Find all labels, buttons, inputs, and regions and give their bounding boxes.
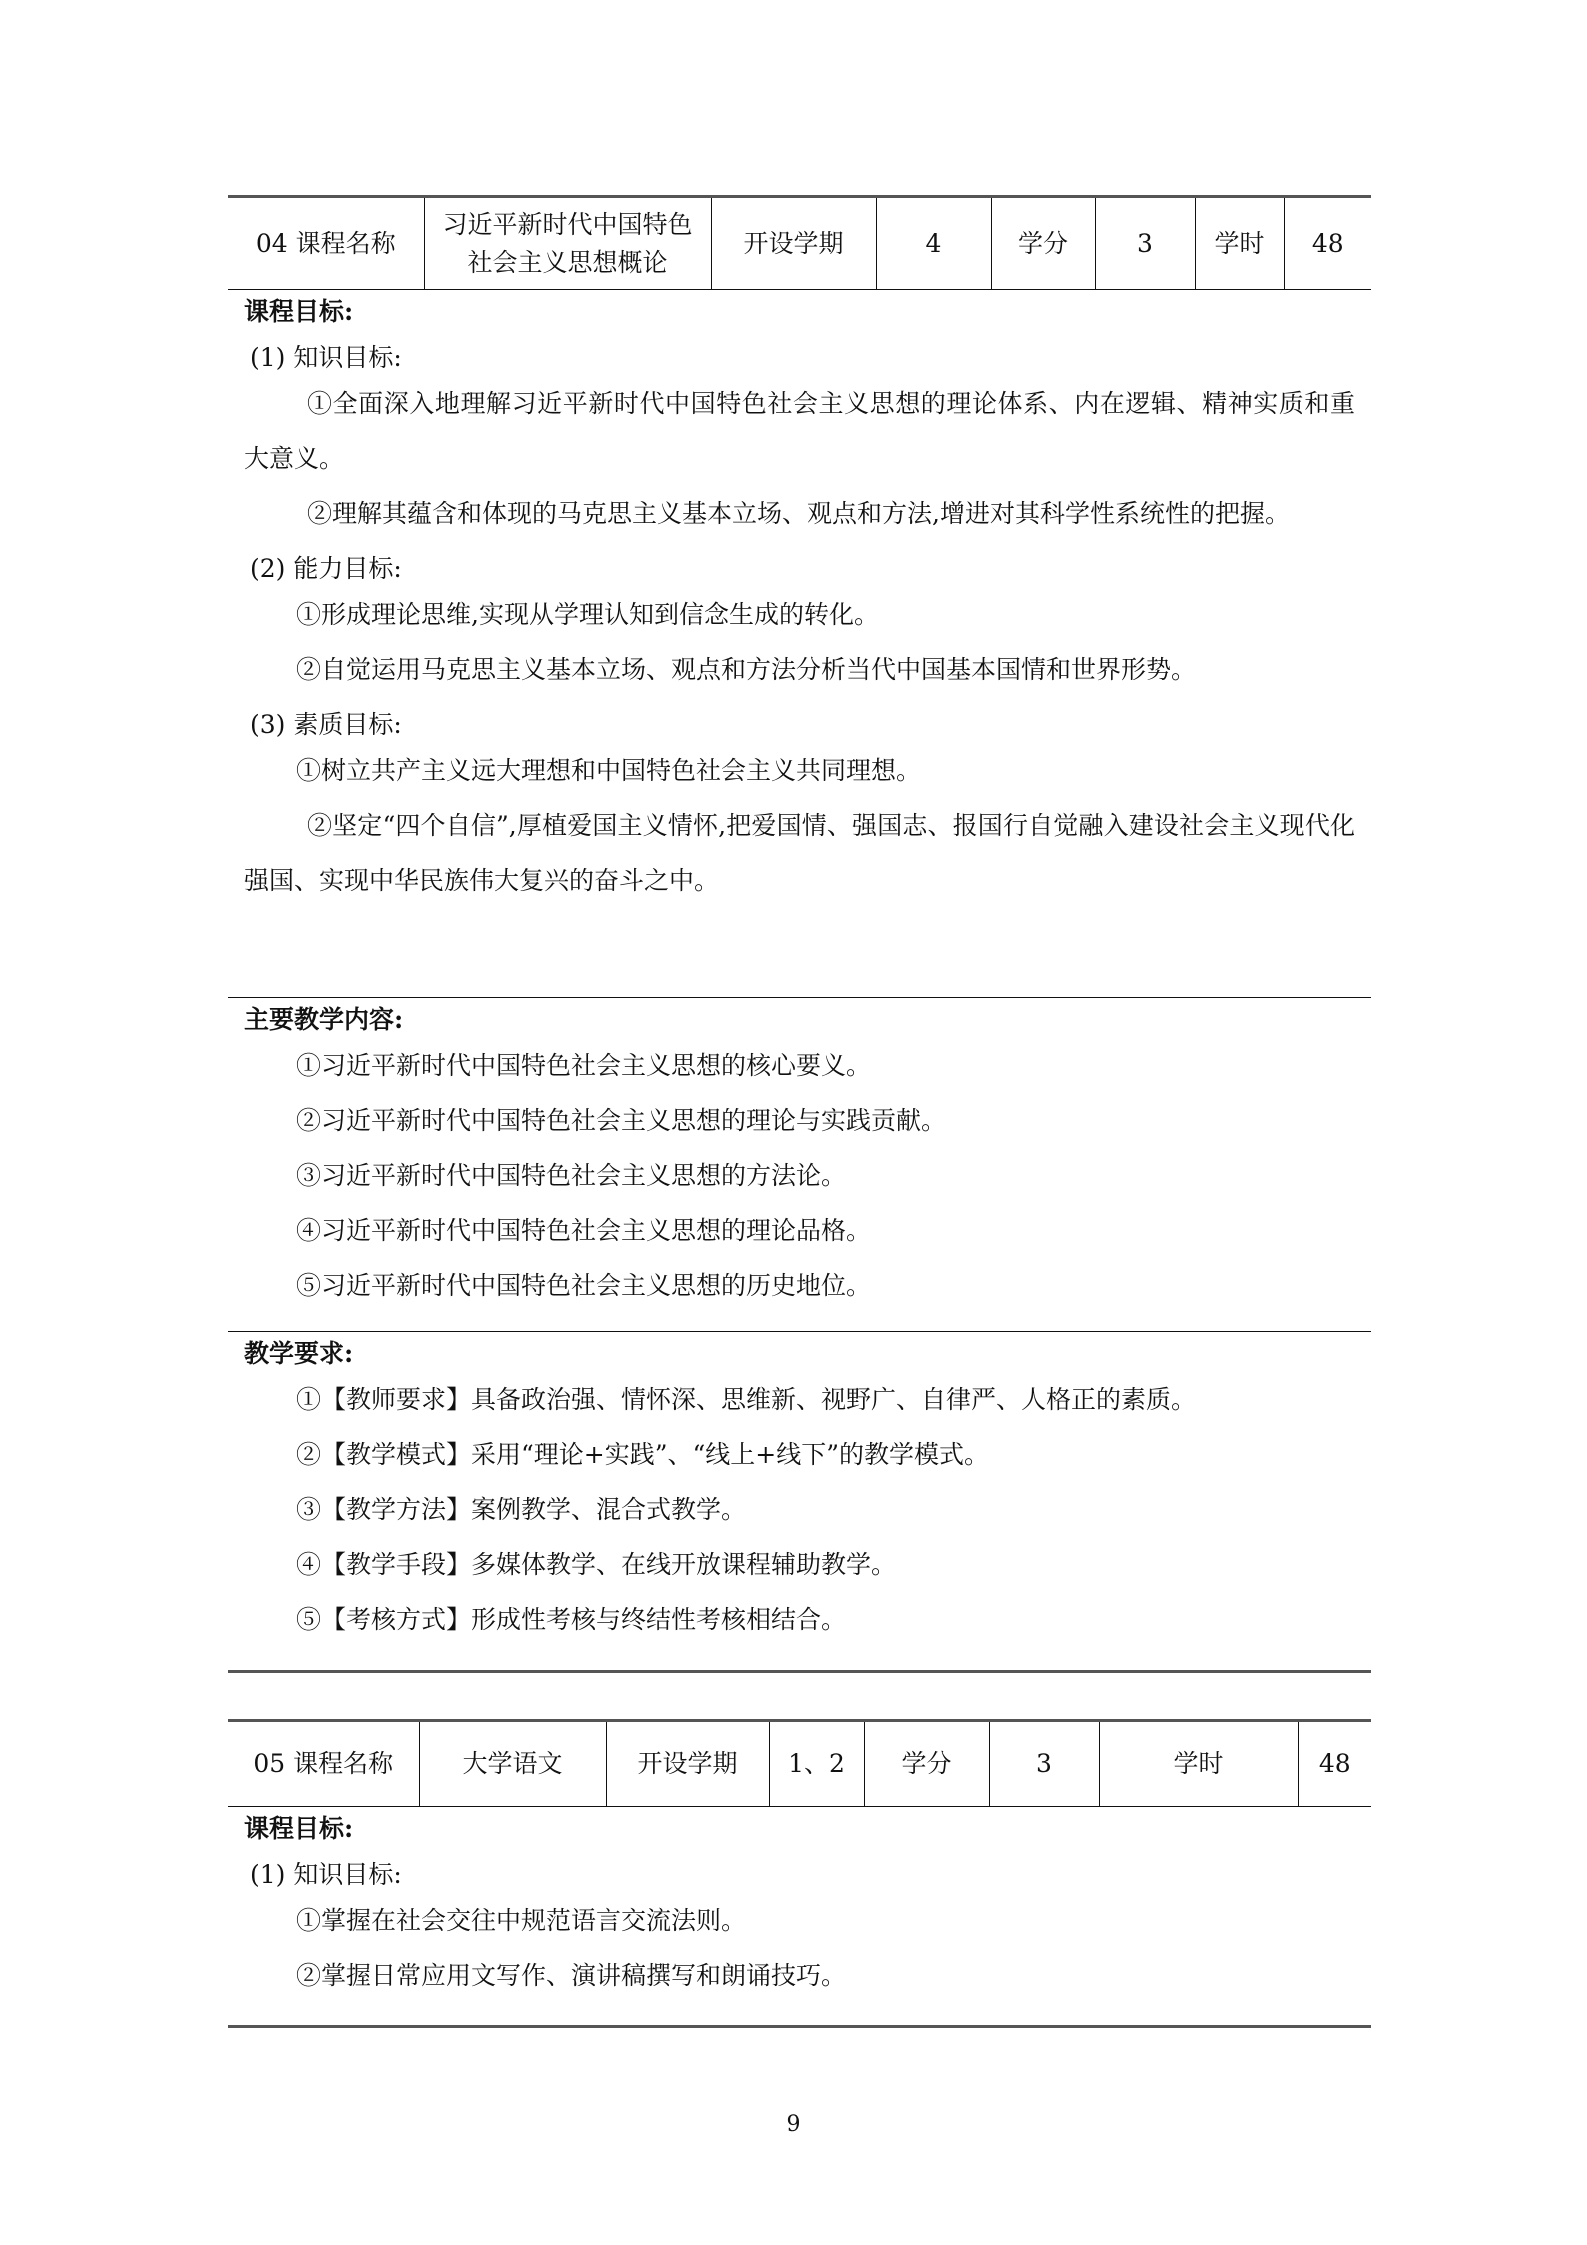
objectives-heading: 课程目标:: [244, 297, 354, 326]
hours-label: 学时: [1195, 197, 1284, 290]
course-name-value: 习近平新时代中国特色社会主义思想概论: [424, 197, 711, 290]
course-objectives-section: [228, 1807, 1371, 2028]
hours-value: 48: [1284, 197, 1371, 290]
course-objectives-section: [228, 290, 1371, 998]
course-05-header-table: [228, 1719, 1371, 1807]
knowledge-goal-heading: (1) 知识目标:: [250, 1860, 402, 1889]
credit-label: 学分: [864, 1721, 989, 1807]
teaching-content-item: ③习近平新时代中国特色社会主义思想的方法论。: [296, 1161, 847, 1190]
quality-goal-heading: (3) 素质目标:: [250, 710, 402, 739]
hours-value: 48: [1298, 1721, 1371, 1807]
hours-label: 学时: [1099, 1721, 1298, 1807]
teaching-requirement-item: ①【教师要求】具备政治强、情怀深、思维新、视野广、自律严、人格正的素质。: [296, 1385, 1197, 1414]
page-number: 9: [786, 2112, 801, 2137]
term-value: 4: [876, 197, 991, 290]
course-name-value: 大学语文: [419, 1721, 606, 1807]
knowledge-goal-item: ①全面深入地理解习近平新时代中国特色社会主义思想的理论体系、内在逻辑、精神实质和重大意义。: [244, 389, 1355, 473]
knowledge-goal-item: ②理解其蕴含和体现的马克思主义基本立场、观点和方法,增进对其科学性系统性的把握。: [307, 499, 1290, 528]
term-label: 开设学期: [606, 1721, 769, 1807]
objectives-heading: 课程目标:: [244, 1814, 354, 1843]
course-05-block: [228, 1719, 1371, 2028]
course-name-label: 04 课程名称: [228, 197, 424, 290]
teaching-content-item: ②习近平新时代中国特色社会主义思想的理论与实践贡献。: [296, 1106, 947, 1135]
course-04-block: [228, 195, 1371, 1673]
knowledge-goal-item: ②掌握日常应用文写作、演讲稿撰写和朗诵技巧。: [296, 1961, 847, 1990]
teaching-content-item: ⑤习近平新时代中国特色社会主义思想的历史地位。: [296, 1271, 872, 1300]
knowledge-goal-item: ①掌握在社会交往中规范语言交流法则。: [296, 1906, 747, 1935]
teaching-requirement-item: ③【教学方法】案例教学、混合式教学。: [296, 1495, 747, 1524]
quality-goal-item: ②坚定“四个自信”,厚植爱国主义情怀,把爱国情、强国志、报国行自觉融入建设社会主义现代化强国、实现中华民族伟大复兴的奋斗之中。: [244, 811, 1355, 895]
teaching-content-item: ④习近平新时代中国特色社会主义思想的理论品格。: [296, 1216, 872, 1245]
ability-goal-heading: (2) 能力目标:: [250, 554, 402, 583]
knowledge-goal-heading: (1) 知识目标:: [250, 343, 402, 372]
quality-goal-item: ①树立共产主义远大理想和中国特色社会主义共同理想。: [296, 756, 922, 785]
teaching-content-heading: 主要教学内容:: [244, 1005, 404, 1034]
term-label: 开设学期: [711, 197, 876, 290]
ability-goal-item: ①形成理论思维,实现从学理认知到信念生成的转化。: [296, 600, 879, 629]
course-04-header-table: [228, 195, 1371, 290]
teaching-requirement-item: ⑤【考核方式】形成性考核与终结性考核相结合。: [296, 1605, 847, 1634]
ability-goal-item: ②自觉运用马克思主义基本立场、观点和方法分析当代中国基本国情和世界形势。: [296, 655, 1197, 684]
credit-value: 3: [989, 1721, 1099, 1807]
teaching-content-item: ①习近平新时代中国特色社会主义思想的核心要义。: [296, 1051, 872, 1080]
term-value: 1、2: [769, 1721, 864, 1807]
credit-label: 学分: [991, 197, 1095, 290]
credit-value: 3: [1095, 197, 1195, 290]
teaching-requirements-heading: 教学要求:: [244, 1339, 354, 1368]
teaching-content-section: [228, 998, 1371, 1332]
teaching-requirements-section: [228, 1332, 1371, 1673]
teaching-requirement-item: ④【教学手段】多媒体教学、在线开放课程辅助教学。: [296, 1550, 897, 1579]
course-name-label: 05 课程名称: [228, 1721, 419, 1807]
teaching-requirement-item: ②【教学模式】采用“理论+实践”、“线上+线下”的教学模式。: [296, 1440, 990, 1469]
